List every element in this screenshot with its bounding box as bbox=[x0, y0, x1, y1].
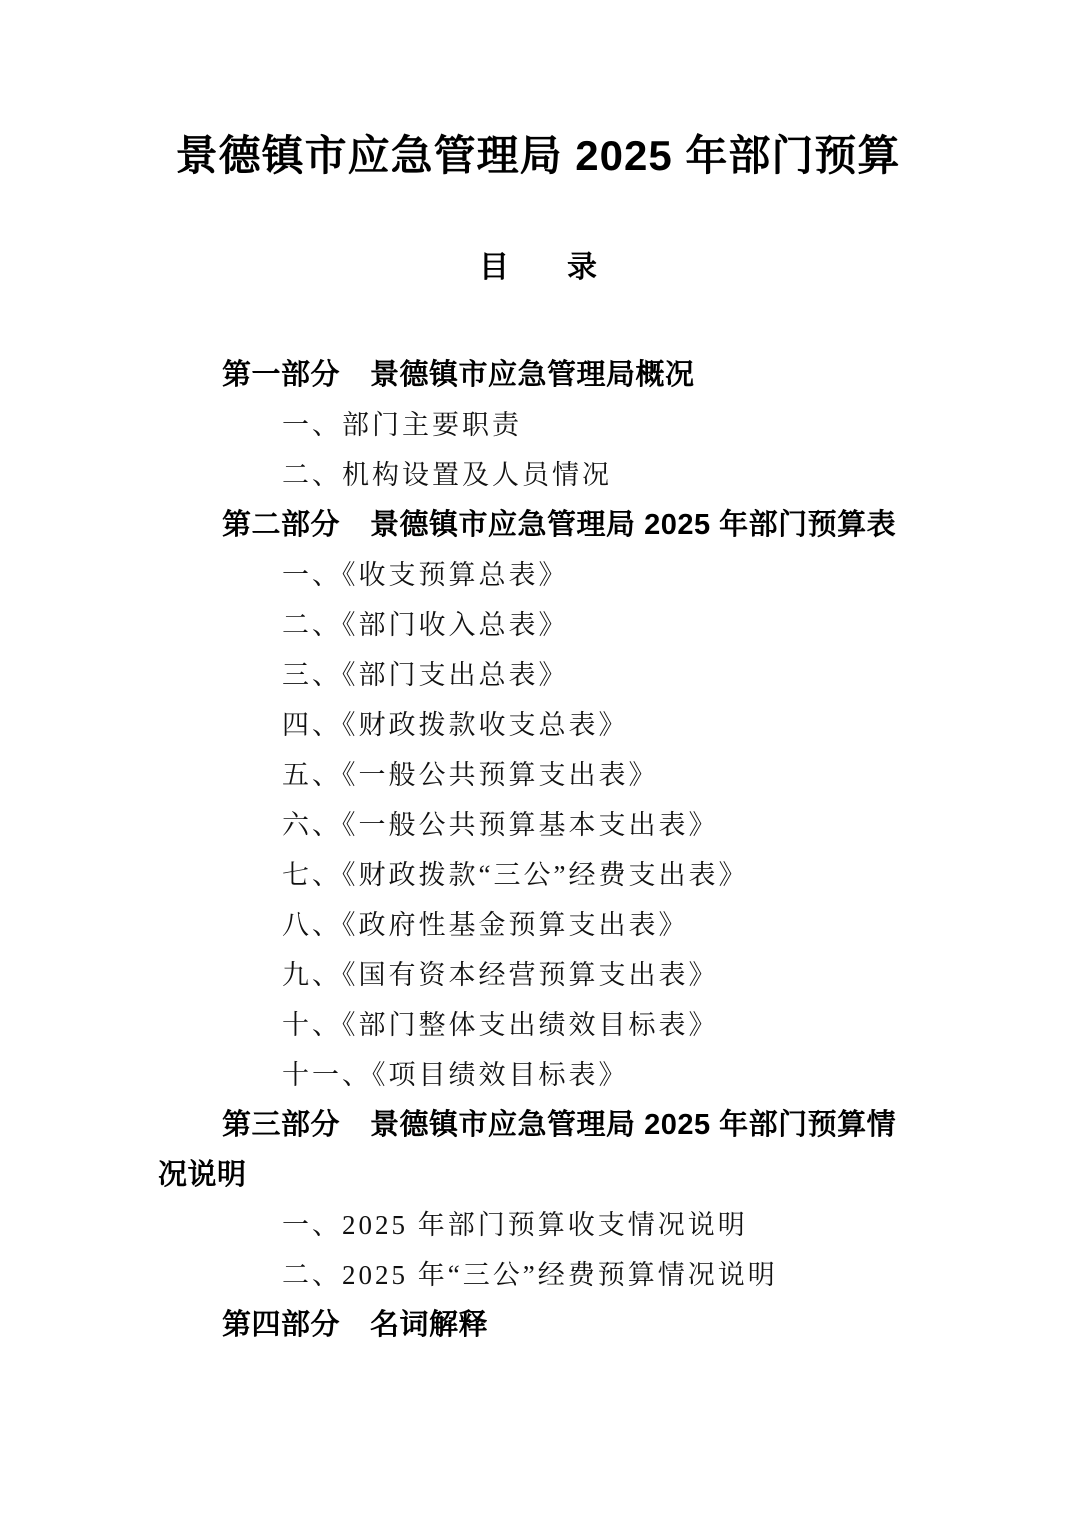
section-label: 第四部分 bbox=[222, 1309, 341, 1342]
toc-item: 十一、《项目绩效目标表》 bbox=[282, 1060, 629, 1091]
section-title: 景德镇市应急管理局概况 bbox=[370, 359, 695, 392]
section-3-heading bbox=[158, 1100, 918, 1200]
toc-item: 十、《部门整体支出绩效目标表》 bbox=[282, 1010, 719, 1041]
section-label: 第二部分 bbox=[222, 509, 341, 542]
toc-item: 二、《部门收入总表》 bbox=[282, 610, 569, 641]
toc-item: 四、《财政拨款收支总表》 bbox=[282, 710, 629, 741]
section-2-heading bbox=[158, 500, 918, 550]
section-title: 景德镇市应急管理局 2025 年部门预算表 bbox=[370, 509, 897, 542]
toc-item: 七、《财政拨款“三公”经费支出表》 bbox=[282, 860, 749, 891]
toc-heading-char-left: 目 bbox=[479, 251, 509, 285]
toc-heading bbox=[158, 250, 918, 286]
toc-item: 六、《一般公共预算基本支出表》 bbox=[282, 810, 719, 841]
toc-item: 一、部门主要职责 bbox=[282, 410, 522, 441]
section-label: 第三部分 bbox=[222, 1109, 341, 1142]
toc-item: 九、《国有资本经营预算支出表》 bbox=[282, 960, 719, 991]
toc-item: 五、《一般公共预算支出表》 bbox=[282, 760, 659, 791]
toc-item: 一、2025 年部门预算收支情况说明 bbox=[282, 1210, 748, 1241]
toc-heading-char-right: 录 bbox=[567, 251, 597, 285]
toc-item: 二、2025 年“三公”经费预算情况说明 bbox=[282, 1260, 778, 1291]
section-1-heading bbox=[158, 350, 918, 400]
document-title: 景德镇市应急管理局 2025 年部门预算 bbox=[175, 132, 901, 179]
toc-item: 二、机构设置及人员情况 bbox=[282, 460, 612, 491]
section-title: 名词解释 bbox=[370, 1309, 489, 1342]
toc-item: 一、《收支预算总表》 bbox=[282, 560, 569, 591]
section-label: 第一部分 bbox=[222, 359, 341, 392]
toc-item: 三、《部门支出总表》 bbox=[282, 660, 569, 691]
toc-list bbox=[158, 350, 918, 1350]
section-title: 景德镇市应急管理局 2025 年部门预算情况说明 bbox=[158, 1109, 897, 1192]
section-4-heading bbox=[158, 1300, 918, 1350]
toc-item: 八、《政府性基金预算支出表》 bbox=[282, 910, 689, 941]
